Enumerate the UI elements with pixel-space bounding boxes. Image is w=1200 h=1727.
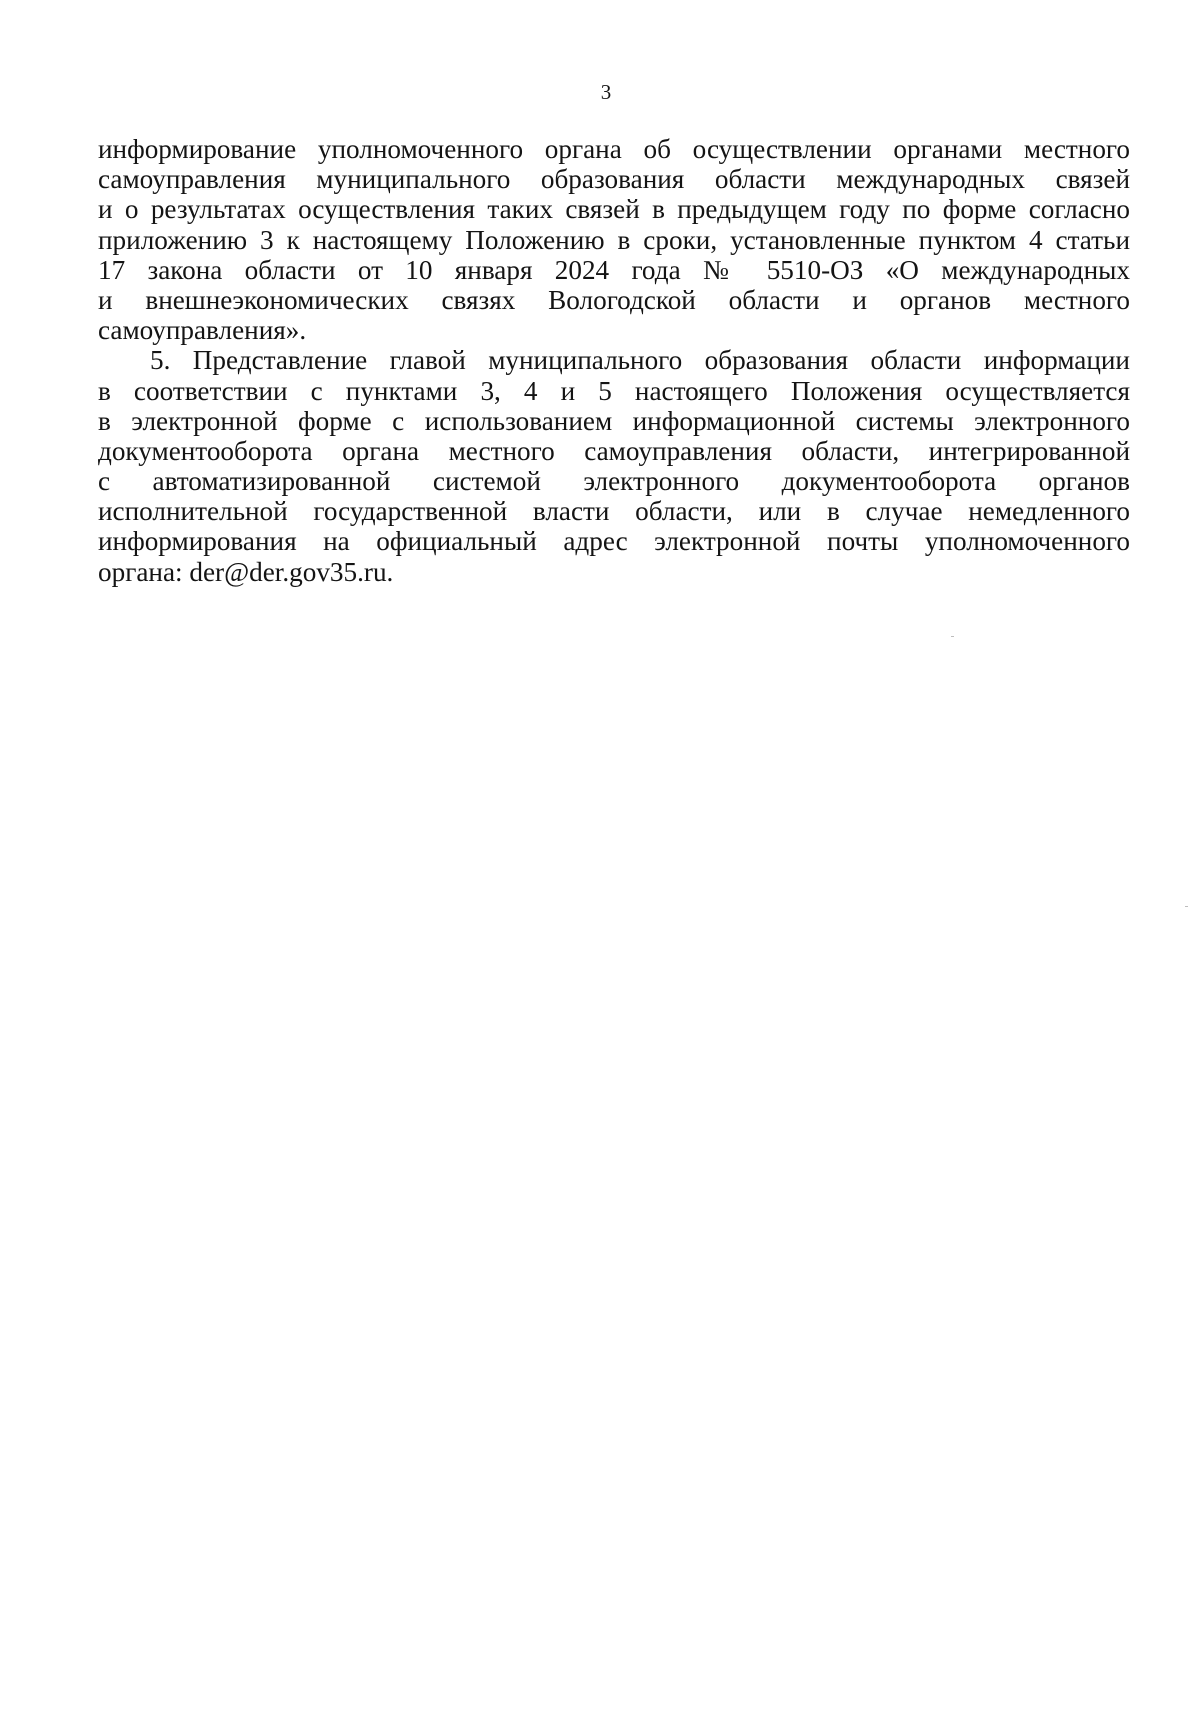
text-line: 5. Представление главой муниципального образования области информации — [150, 345, 1130, 376]
text-line: органа: der@der.gov35.ru. — [98, 556, 394, 587]
text-line: в соответствии с пунктами 3, 4 и 5 настоящего Положения осуществляется — [98, 375, 1130, 406]
text-line: и внешнеэкономических связях Вологодской области и органов местного — [98, 284, 1130, 315]
text-line: самоуправления муниципального образования области международных связей — [98, 164, 1130, 195]
text-line: документооборота органа местного самоуправления области, интегрированной — [98, 435, 1130, 466]
text-line: исполнительной государственной власти области, или в случае немедленного — [98, 496, 1130, 527]
text-line: приложению 3 к настоящему Положению в сроки, установленные пунктом 4 статьи — [98, 224, 1130, 255]
paragraph-item-5 — [98, 345, 1130, 587]
paragraph-continuation — [98, 134, 1130, 345]
scan-speck — [1185, 906, 1188, 907]
scan-speck — [951, 636, 954, 637]
text-line: 17 закона области от 10 января 2024 года № 5510-ОЗ «О международных — [98, 254, 1130, 285]
text-line: самоуправления». — [98, 315, 307, 346]
text-line: и о результатах осуществления таких связей в предыдущем году по форме согласно — [98, 194, 1130, 225]
text-line: с автоматизированной системой электронного документооборота органов — [98, 466, 1130, 497]
document-body — [98, 134, 1130, 587]
text-line: информирование уполномоченного органа об осуществлении органами местного — [98, 134, 1130, 164]
text-line: в электронной форме с использованием информационной системы электронного — [98, 405, 1130, 436]
page-number: 3 — [600, 80, 612, 104]
text-line: информирования на официальный адрес электронной почты уполномоченного — [98, 526, 1130, 557]
